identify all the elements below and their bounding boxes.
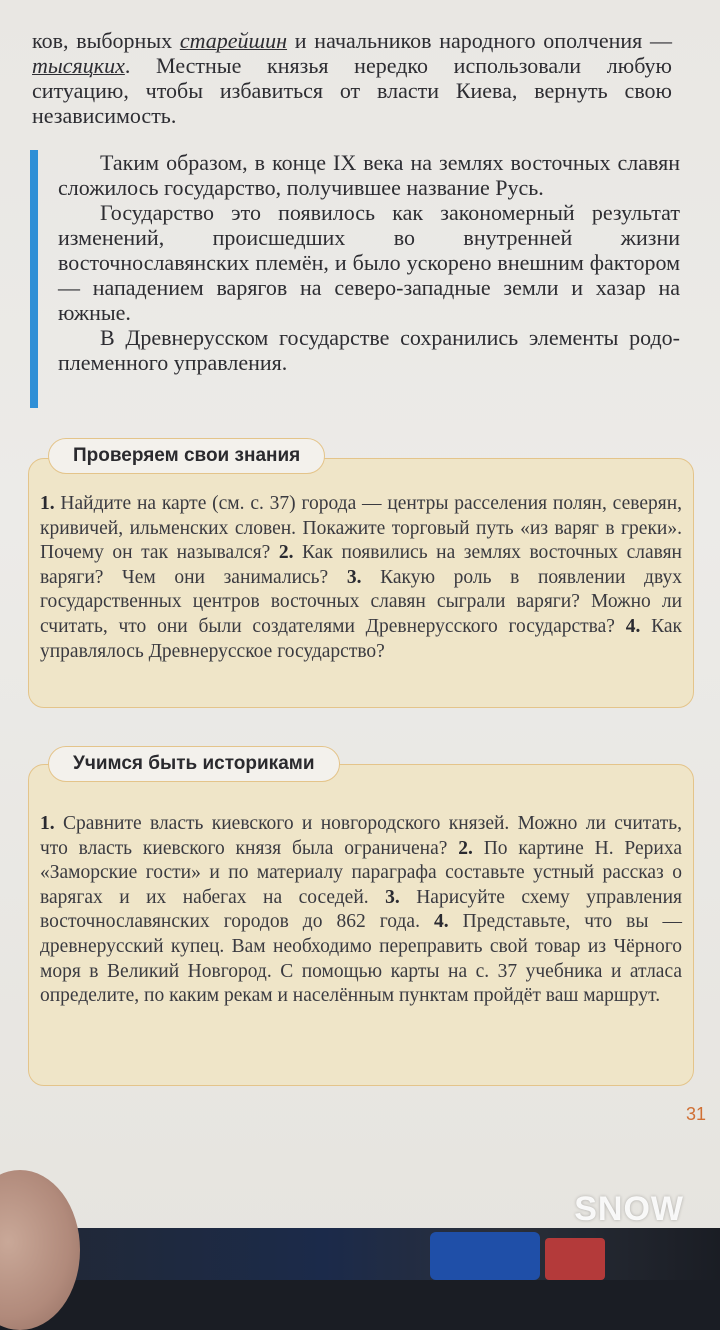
check-knowledge-title: Проверяем свои знания <box>48 438 325 474</box>
historians-title: Учимся быть историками <box>48 746 340 782</box>
term-tysyatskih: тысяцких <box>32 53 125 78</box>
term-starejshin: старейшин <box>179 28 288 53</box>
summary-paragraph: В Древнерусском государстве сохранились элементы родо-племенного управления. <box>58 325 680 375</box>
desk-background <box>0 1228 720 1280</box>
summary-paragraph: Государство это появилось как закономерный результат изменений, происшедших во внутренней жизни восточнославянских племён, и было ускорено внешним фактором — нападением варягов на северо-западные земли и хазар на южные. <box>58 200 680 325</box>
question-text: Найдите на карте (см. с. 37) города — центры расселения полян, северян, кривичей, ильменских словен. Покажите торговый путь «из варяг в греки». Почему он так назывался? <box>40 493 682 564</box>
task-text: Представьте, что вы — древнерусский купец. Вам необходимо переправить свой товар из Чёрного моря в Великий Новгород. С помощью карты на с. 37 учебника и атласа определите, по каким рекам и населённым пунктам пройдёт ваш маршрут. <box>40 911 682 1007</box>
task-number: 4. <box>433 911 449 933</box>
task-number: 2. <box>458 837 473 859</box>
question-number: 1. <box>40 493 55 514</box>
task-text: Сравните власть киевского и новгородского князей. Можно ли считать, что власть киевского князя была ограничена? <box>40 813 682 859</box>
page-number: 31 <box>685 1104 706 1124</box>
summary-paragraph: Таким образом, в конце IX века на землях восточных славян сложилось государство, получившее название Русь. <box>58 150 680 200</box>
question-number: 2. <box>278 542 294 564</box>
task-number: 3. <box>385 886 400 908</box>
red-object <box>545 1238 605 1280</box>
task-number: 1. <box>40 813 55 834</box>
task-text: Нарисуйте схему управления восточнославянских городов до 862 года. <box>40 886 683 933</box>
question-number: 4. <box>625 615 641 637</box>
snow-watermark: SNOW <box>574 1190 684 1228</box>
historians-tasks <box>40 812 682 1009</box>
question-text: Какую роль в появлении двух государственных центров восточных славян сыграли варяги? Можно ли считать, что они были создателями Древнерусского государства? <box>40 566 682 637</box>
intro-paragraph <box>32 28 672 128</box>
summary-block <box>58 150 680 375</box>
question-text: Как управлялось Древнерусское государство? <box>40 615 682 662</box>
question-text: Как появились на землях восточных славян варяги? Чем они занимались? <box>40 542 682 588</box>
check-knowledge-questions <box>40 492 682 664</box>
intro-text-before: ков, выборных <box>32 28 180 53</box>
blue-object <box>430 1232 540 1280</box>
intro-text-after: . Местные князья нередко использовали любую ситуацию, чтобы избавиться от власти Киева, вернуть свою независимость. <box>32 53 672 128</box>
task-text: По картине Н. Рериха «Заморские гости» и по материалу параграфа составьте устный рассказ о варягах и их набегах на соседей. <box>40 837 682 908</box>
intro-text-middle: и начальников народного ополчения — <box>287 28 672 53</box>
question-number: 3. <box>346 566 362 588</box>
summary-accent-bar <box>30 150 38 408</box>
